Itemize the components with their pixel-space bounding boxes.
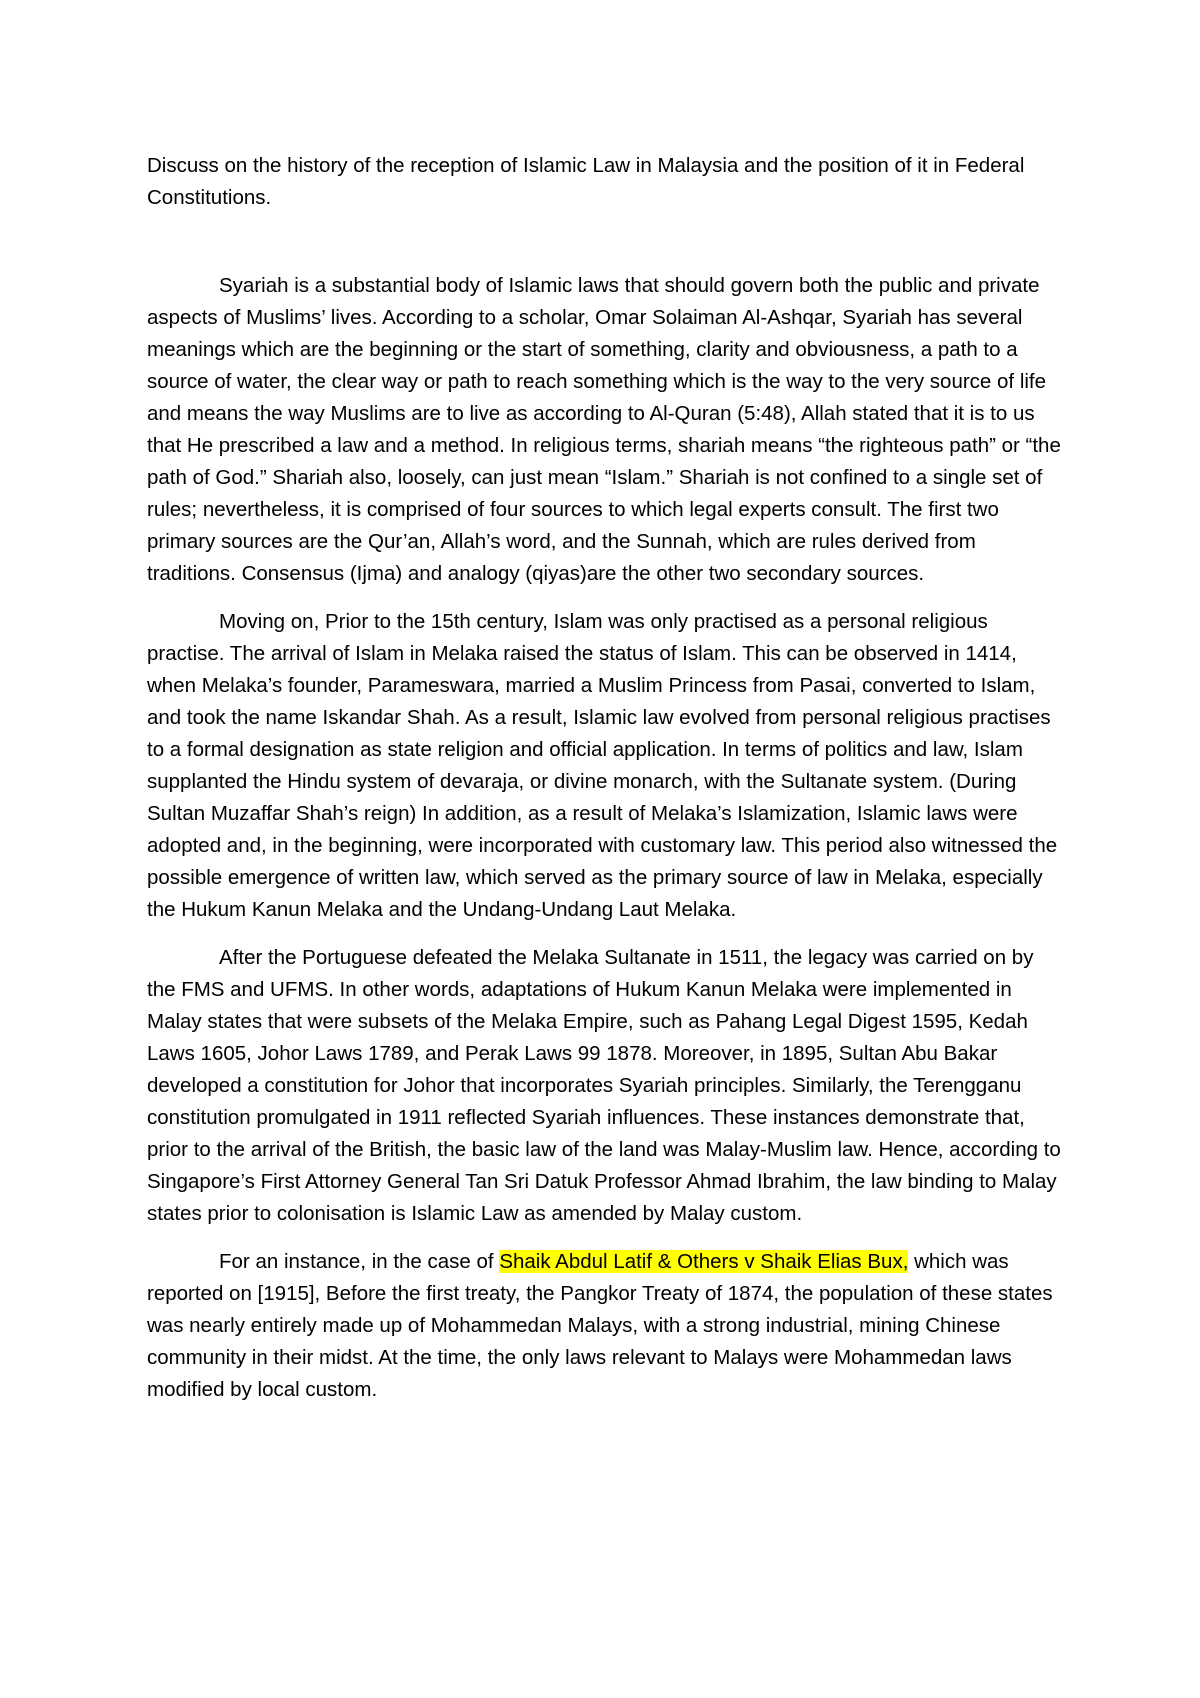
case-rest-text: which was reported on [1915], Before the first treaty, the Pangkor Treaty of 1874, the population of these states was nearly entirely made up of Mohammedan Malays, with a strong industrial, mining Chinese community in their midst. At the time, the only laws relevant to Malays were Mohammedan laws modified by local custom. <box>147 1250 1053 1401</box>
paragraph-melaka-history: Moving on, Prior to the 15th century, Islam was only practised as a personal religious practise. The arrival of Islam in Melaka raised the status of Islam. This can be observed in 1414, when Melaka’s founder, Parameswara, married a Muslim Princess from Pasai, converted to Islam, and took the name Iskandar Shah. As a result, Islamic law evolved from personal religious practises to a formal designation as state religion and official application. In terms of politics and law, Islam supplanted the Hindu system of devaraja, or divine monarch, with the Sultanate system. (During Sultan Muzaffar Shah’s reign) In addition, as a result of Melaka’s Islamization, Islamic laws were adopted and, in the beginning, were incorporated with customary law. This period also witnessed the possible emergence of written law, which served as the primary source of law in Melaka, especially the Hukum Kanun Melaka and the Undang-Undang Laut Melaka. <box>147 610 1058 921</box>
essay-question: Discuss on the history of the reception of Islamic Law in Malaysia and the position of it in Federal Constitutions. <box>147 154 1025 209</box>
paragraph-case-reference <box>147 1246 1067 1406</box>
spacer <box>147 214 1067 270</box>
paragraph-syariah-definition: Syariah is a substantial body of Islamic laws that should govern both the public and private aspects of Muslims’ lives. According to a scholar, Omar Solaiman Al-Ashqar, Syariah has several meanings which are the beginning or the start of something, clarity and obviousness, a path to a source of water, the clear way or path to reach something which is the way to the very source of life and means the way Muslims are to live as according to Al-Quran (5:48), Allah stated that it is to us that He prescribed a law and a method. In religious terms, shariah means “the righteous path” or “the path of God.” Shariah also, loosely, can just mean “Islam.” Shariah is not confined to a single set of rules; nevertheless, it is comprised of four sources to which legal experts consult. The first two primary sources are the Qur’an, Allah’s word, and the Sunnah, which are rules derived from traditions. Consensus (Ijma) and analogy (qiyas)are the other two secondary sources. <box>147 274 1061 585</box>
paragraph-post-portuguese: After the Portuguese defeated the Melaka Sultanate in 1511, the legacy was carried on by the FMS and UFMS. In other words, adaptations of Hukum Kanun Melaka were implemented in Malay states that were subsets of the Melaka Empire, such as Pahang Legal Digest 1595, Kedah Laws 1605, Johor Laws 1789, and Perak Laws 99 1878. Moreover, in 1895, Sultan Abu Bakar developed a constitution for Johor that incorporates Syariah principles. Similarly, the Terengganu constitution promulgated in 1911 reflected Syariah influences. These instances demonstrate that, prior to the arrival of the British, the basic law of the land was Malay-Muslim law. Hence, according to Singapore’s First Attorney General Tan Sri Datuk Professor Ahmad Ibrahim, the law binding to Malay states prior to colonisation is Islamic Law as amended by Malay custom. <box>147 946 1061 1225</box>
case-intro-text: For an instance, in the case of <box>219 1250 500 1273</box>
document-body <box>147 150 1067 1422</box>
highlighted-case-name: Shaik Abdul Latif & Others v Shaik Elias Bux, <box>499 1250 909 1273</box>
